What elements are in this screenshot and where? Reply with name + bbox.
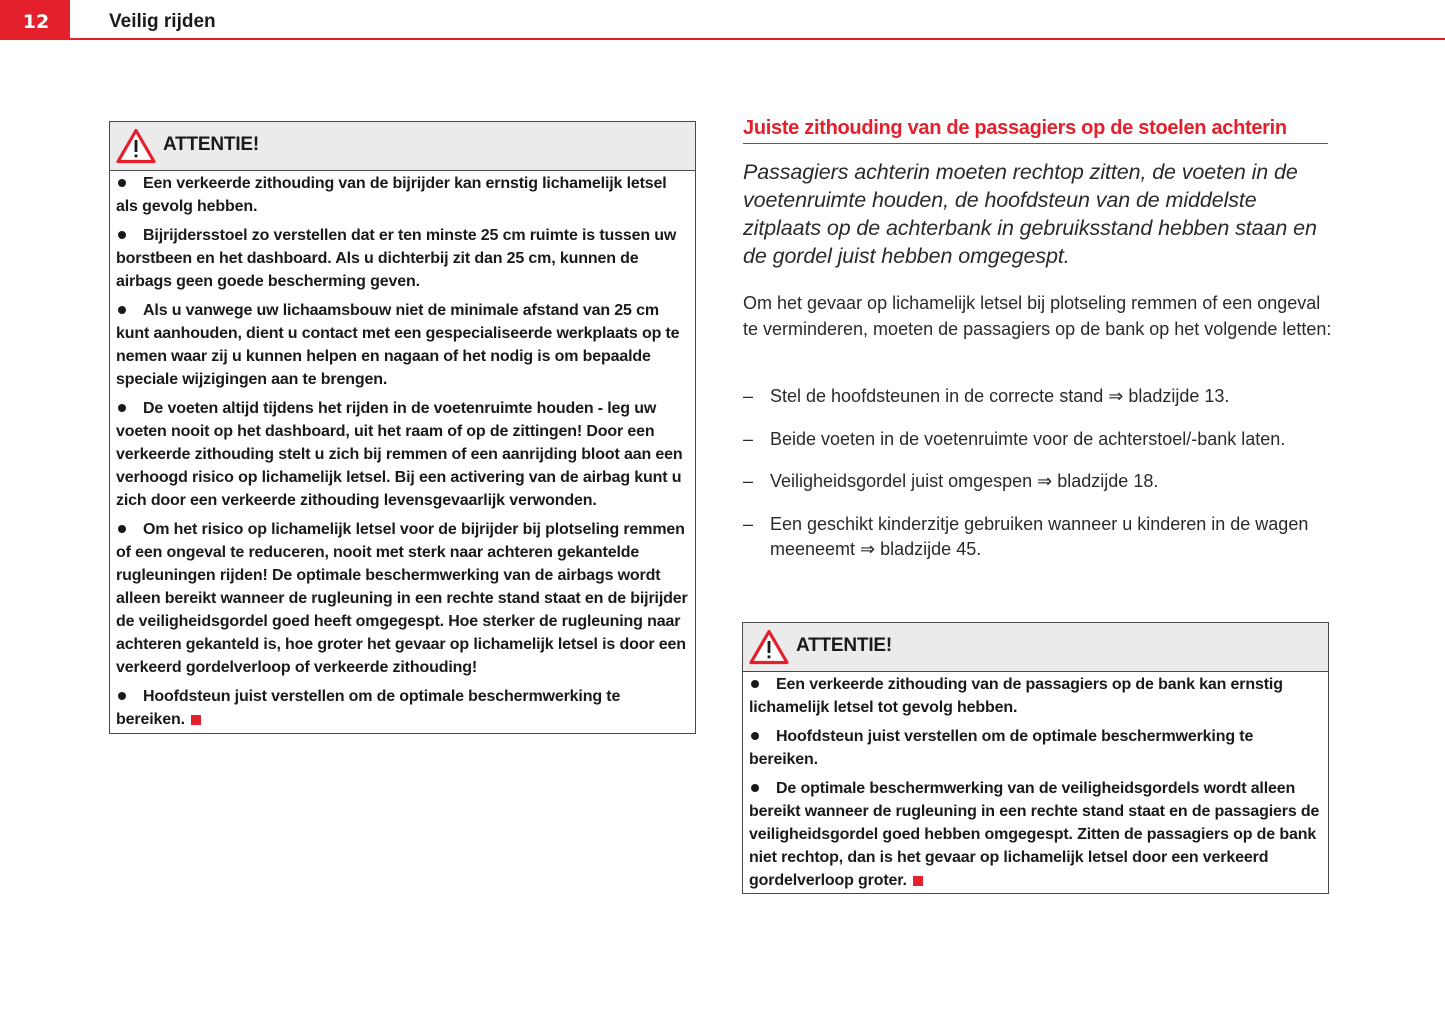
warning-item-text: Hoofdsteun juist verstellen om de optimale beschermwerking te bereiken. (116, 688, 621, 728)
page-number: 12 (0, 0, 70, 39)
warning-triangle-icon (116, 128, 156, 164)
section-intro: Passagiers achterin moeten rechtop zitten, de voeten in de voetenruimte houden, de hoofdsteun van de middelste zitplaats op de achterbank in gebruiksstand hebben staan en de gordel juist hebben omgegespt. (743, 160, 1317, 268)
page-reference-link[interactable]: bladzijde 13. (1128, 386, 1230, 406)
warning-title: ATTENTIE! (163, 134, 260, 155)
warning-item (749, 777, 1322, 892)
header-divider (0, 38, 1445, 40)
section-body: Om het gevaar op lichamelijk letsel bij plotseling remmen of een ongeval te verminderen, moeten de passagiers op de bank op het volgende letten: (743, 293, 1332, 339)
list-item (743, 384, 1333, 410)
dash-bullet: – (743, 471, 754, 491)
warning-list (743, 672, 1328, 896)
warning-item-text: Een verkeerde zithouding van de passagiers op de bank kan ernstig lichamelijk letsel tot gevolg hebben. (749, 676, 1283, 716)
warning-item (116, 172, 689, 218)
end-of-section-icon (191, 715, 201, 725)
page-header (0, 0, 1445, 41)
list-item-text: Stel de hoofdsteunen in de correcte stand (770, 386, 1104, 406)
list-item (743, 512, 1333, 563)
bullet-icon (751, 680, 759, 688)
page-reference-link[interactable]: bladzijde 45. (880, 539, 982, 559)
end-of-section-icon (913, 876, 923, 886)
warning-triangle-icon (749, 629, 789, 665)
warning-item-text: Bijrijdersstoel zo verstellen dat er ten minste 25 cm ruimte is tussen uw borstbeen en het dashboard. Als u dichterbij zit dan 25 cm, kunnen de airbags geen goede bescherming geven. (116, 227, 677, 290)
bullet-icon (118, 231, 126, 239)
warning-item (116, 299, 689, 391)
list-item (743, 469, 1333, 495)
warning-box-rear-passengers (742, 622, 1329, 894)
list-item-text: Een geschikt kinderzitje gebruiken wanneer u kinderen in de wagen meeneemt (770, 513, 1309, 559)
bullet-icon (118, 306, 126, 314)
warning-box-front-passenger (109, 121, 696, 734)
warning-item-text: De voeten altijd tijdens het rijden in de voetenruimte houden - leg uw voeten nooit op het dashboard, uit het raam of op de zittingen! Door een verkeerde zithouding stelt u zich bij remmen of een aanrijding bloot aan een verhoogd risico op lichamelijk letsel. Bij een activering van de airbag kunt u zich door een verkeerde zithouding levensgevaarlijk verwonden. (116, 400, 683, 509)
warning-item (749, 673, 1322, 719)
warning-item (116, 685, 689, 731)
warning-item-text: Een verkeerde zithouding van de bijrijder kan ernstig lichamelijk letsel als gevolg hebben. (116, 175, 667, 215)
bullet-icon (751, 784, 759, 792)
list-item-text: Beide voeten in de voetenruimte voor de achterstoel/-bank laten. (770, 428, 1286, 449)
warning-item-text: De optimale beschermwerking van de veiligheidsgordels wordt alleen bereikt wanneer de rugleuning in een rechte stand staat en de passagiers de veiligheidsgordel goed hebben omgegespt. Zitten de passagiers op de bank niet rechtop, dan is het gevaar op lichamelijk letsel door een verkeerd gordelverloop groter. (749, 780, 1320, 889)
bullet-icon (751, 732, 759, 740)
warning-item (116, 518, 689, 679)
warning-item-text: Hoofdsteun juist verstellen om de optimale beschermwerking te bereiken. (749, 728, 1254, 768)
page-reference-link[interactable]: bladzijde 18. (1057, 471, 1159, 491)
list-item (743, 427, 1333, 453)
warning-item (749, 725, 1322, 771)
bullet-icon (118, 692, 126, 700)
arrow-icon: ⇒ (1103, 386, 1129, 406)
dash-bullet: – (743, 513, 754, 534)
section-title: Juiste zithouding van de passagiers op de stoelen achterin (743, 117, 1328, 144)
instruction-list (743, 384, 1333, 580)
warning-header (743, 623, 1328, 672)
bullet-icon (118, 525, 126, 533)
warning-item-text: Als u vanwege uw lichaamsbouw niet de minimale afstand van 25 cm kunt aanhouden, dient u contact met een gespecialiseerde werkplaats op te nemen waar zij u kunnen helpen en nagaan of het nodig is om bepaalde speciale wijzigingen aan te brengen. (116, 302, 680, 388)
arrow-icon: ⇒ (1032, 471, 1058, 491)
chapter-title: Veilig rijden (109, 11, 216, 32)
dash-bullet: – (743, 428, 754, 449)
dash-bullet: – (743, 386, 754, 406)
list-item-text: Veiligheidsgordel juist omgespen (770, 471, 1033, 491)
arrow-icon: ⇒ (855, 539, 881, 559)
warning-item (116, 224, 689, 293)
warning-item (116, 397, 689, 512)
warning-title: ATTENTIE! (796, 635, 893, 656)
bullet-icon (118, 179, 126, 187)
warning-item-text: Om het risico op lichamelijk letsel voor de bijrijder bij plotseling remmen of een ongeval te reduceren, nooit met sterk naar achteren gekantelde rugleuningen rijden! De optimale beschermwerking van de airbags wordt alleen bereikt wanneer de rugleuning in een rechte stand staat en de bijrijder de veiligheidsgordel goed heeft omgegespt. Hoe sterker de rugleuning naar achteren gekanteld is, hoe groter het gevaar op lichamelijk letsel is door een verkeerd gordelverloop of verkeerde zithouding! (116, 521, 688, 676)
bullet-icon (118, 404, 126, 412)
warning-header (110, 122, 695, 171)
warning-list (110, 171, 695, 735)
